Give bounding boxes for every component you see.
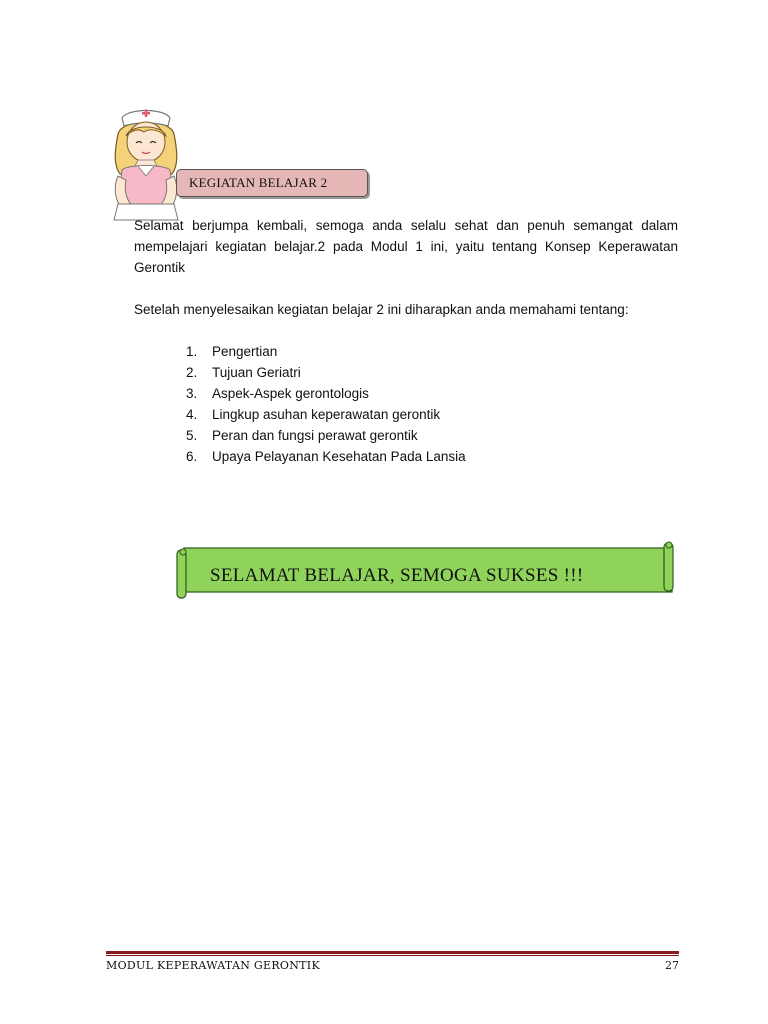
banner-text: SELAMAT BELAJAR, SEMOGA SUKSES !!! xyxy=(210,565,584,586)
footer-title: MODUL KEPERAWATAN GERONTIK xyxy=(106,959,320,972)
list-item-text: Pengertian xyxy=(212,344,278,359)
intro-paragraph-2: Setelah menyelesaikan kegiatan belajar 2 ini diharapkan anda memahami tentang: xyxy=(134,302,629,317)
goals-list xyxy=(186,341,466,467)
list-item xyxy=(186,362,466,383)
list-item-number: 5. xyxy=(186,428,198,443)
list-item-text: Tujuan Geriatri xyxy=(212,365,301,380)
nurse-illustration-icon xyxy=(104,104,188,222)
intro-paragraph-1: Selamat berjumpa kembali, semoga anda selalu sehat dan penuh semangat dalam mempelajari kegiatan belajar.2 pada Modul 1 ini, yaitu tentang Konsep Keperawatan Gerontik xyxy=(134,218,678,275)
list-item-number: 1. xyxy=(186,344,198,359)
list-item-number: 4. xyxy=(186,407,198,422)
list-item-number: 3. xyxy=(186,386,198,401)
list-item-text: Aspek-Aspek gerontologis xyxy=(212,386,369,401)
list-item xyxy=(186,341,466,362)
section-label-box xyxy=(176,169,368,197)
list-item-number: 6. xyxy=(186,449,198,464)
footer-rule xyxy=(106,951,679,959)
list-item-number: 2. xyxy=(186,365,198,380)
list-item-text: Lingkup asuhan keperawatan gerontik xyxy=(212,407,441,422)
page-number: 27 xyxy=(665,959,679,972)
list-item xyxy=(186,425,466,446)
list-item-text: Upaya Pelayanan Kesehatan Pada Lansia xyxy=(212,449,466,464)
section-label: KEGIATAN BELAJAR 2 xyxy=(189,175,328,190)
list-item xyxy=(186,404,466,425)
list-item xyxy=(186,383,466,404)
list-item xyxy=(186,446,466,467)
list-item-text: Peran dan fungsi perawat gerontik xyxy=(212,428,418,443)
